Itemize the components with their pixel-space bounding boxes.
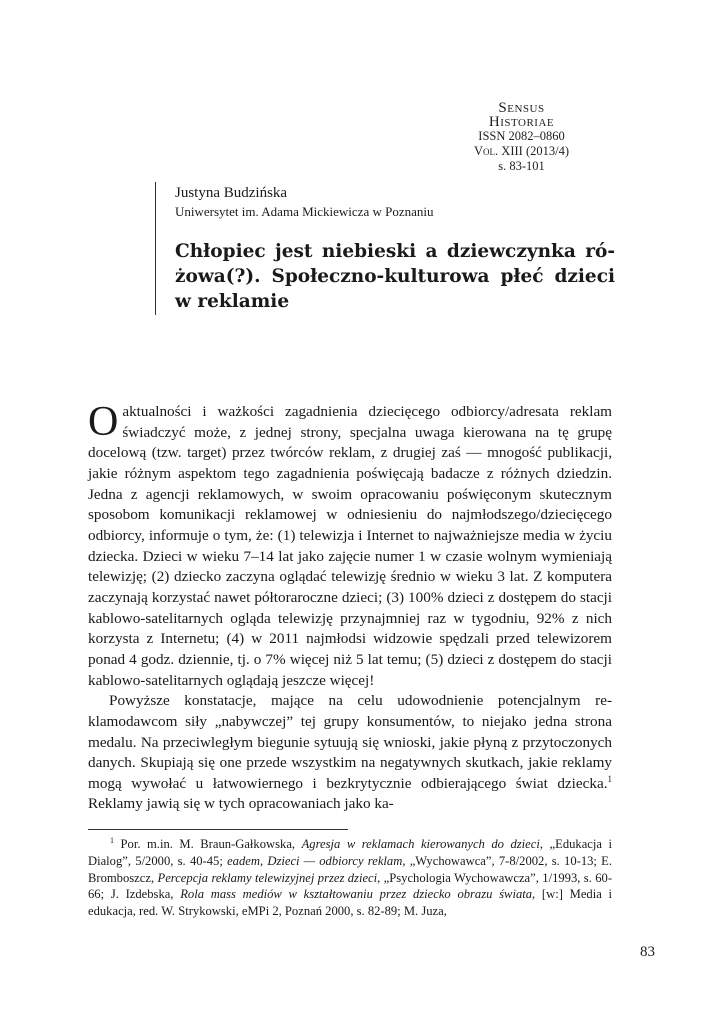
footnote-title: Percepcja reklamy telewizyjnej przez dzieci	[157, 870, 378, 885]
journal-issn: ISSN 2082–0860	[478, 129, 565, 143]
footnote-1	[88, 836, 612, 920]
page-number: 83	[640, 944, 655, 960]
footnote-title: Dzieci — odbiorcy reklam	[267, 853, 403, 868]
author-affiliation: Uniwersytet im. Adama Mickiewicza w Poznaniu	[175, 204, 434, 219]
paragraph-2	[88, 691, 612, 815]
journal-info	[474, 101, 569, 174]
footnote-text: ,	[259, 853, 268, 868]
paragraph-2-tail: Reklamy jawią się w tych opracowaniach jako ka-	[88, 795, 394, 813]
footnote-text: , „Wychowawca”, 7-8/2002, s. 10-13; E. Bromboszcz,	[88, 853, 613, 885]
footnote-title: Rola mass mediów w kształtowaniu przez dziecko obrazu świata	[180, 887, 533, 902]
footnote-title: Agresja w reklamach kierowanych do dzieci	[301, 837, 540, 851]
paragraph-1	[88, 399, 612, 691]
journal-pages: s. 83-101	[498, 159, 545, 173]
footnotes	[88, 836, 612, 920]
author-name: Justyna Budzińska	[175, 185, 288, 201]
footnote-number: 1	[110, 835, 114, 845]
article-body	[88, 399, 612, 815]
footnote-text: Por. m.in. M. Braun-Gałkowska,	[114, 837, 302, 851]
footnote-text: , „Psychologia Wychowawcza”, 1/1993, s. 60-66; J. Izdebska,	[88, 870, 613, 902]
footnote-title: eadem	[227, 853, 260, 868]
footnote-divider	[88, 829, 348, 830]
journal-volume: Vol. XIII (2013/4)	[474, 144, 569, 158]
footnote-text: , [w:] Media i edukacja, red. W. Strykowski, eMPi 2, Poznań 2000, s. 82-89; M. Juza,	[88, 887, 613, 919]
paragraph-2-text: Powyższe konstatacje, mające na celu udowodnienie potencjalnym reklamodawcom siły „nabywczej” tej grupy konsumentów, to niejako jedna strona medalu. Na przeciwległym biegunie sytuują się wnioski, jakie płyną z przytoczonych danych. Skupiają się one przede wszystkim na negatywnych skutkach, jakie reklamy mogą wywołać u łatwowiernego i bezkrytycznie odbierającego świat dziecka.	[88, 692, 612, 792]
footnote-reference: 1	[607, 773, 612, 784]
journal-title-line1: Sensus	[498, 100, 545, 116]
paragraph-1-text: aktualności i ważkości zagadnienia dziecięcego odbiorcy/adresata reklam świadczyć może, z jednej strony, specjalna uwaga kierowana na tę grupę docelową (tzw. target) przez twórców reklam, z drugiej zaś — mnogość publikacji, jakie różnym aspektom tego zagadnienia poświęcają badacze z różnych dziedzin. Jedna z agencji reklamowych, w swoim opracowaniu poświęconym skutecznym sposobom komunikacji reklamowej w odniesieniu do najmłodszego/dziecięcego odbiorcy, informuje o tym, że: (1) telewizja i Internet to najważniejsze media w życiu dziecka. Dzieci w wieku 7–14 lat jako zajęcie numer 1 w czasie wolnym wymieniają telewizję; (2) dziecko zaczyna oglądać telewizję średnio w wieku 3 lat. Z komputera zaczynają korzystać nawet półtoraroczne dzieci; (3) 100% dzieci z dostępem do stacji kablowo-satelitarnych ogląda telewizję przynajmniej raz w tygodniu, 92% z nich korzysta z Internetu; (4) w 2011 najmłodsi widzowie spędzali przed telewizorem ponad 4 godz. dziennie, tj. o 7% więcej niż 5 lat temu; (5) dzieci z dostępem do stacji kablowo-satelitarnych oglądają jeszcze więcej!	[88, 403, 612, 689]
article-title: Chłopiec jest niebieski a dziewczynka różowa(?). Społeczno-kulturowa płeć dzieci w reklamie	[175, 241, 615, 312]
article-header	[155, 182, 625, 315]
drop-cap: O	[88, 399, 119, 445]
footnote-text: , „Edukacja i Dialog”, 5/2000, s. 40-45;	[88, 837, 612, 868]
journal-title-line2: Historiae	[488, 114, 555, 130]
